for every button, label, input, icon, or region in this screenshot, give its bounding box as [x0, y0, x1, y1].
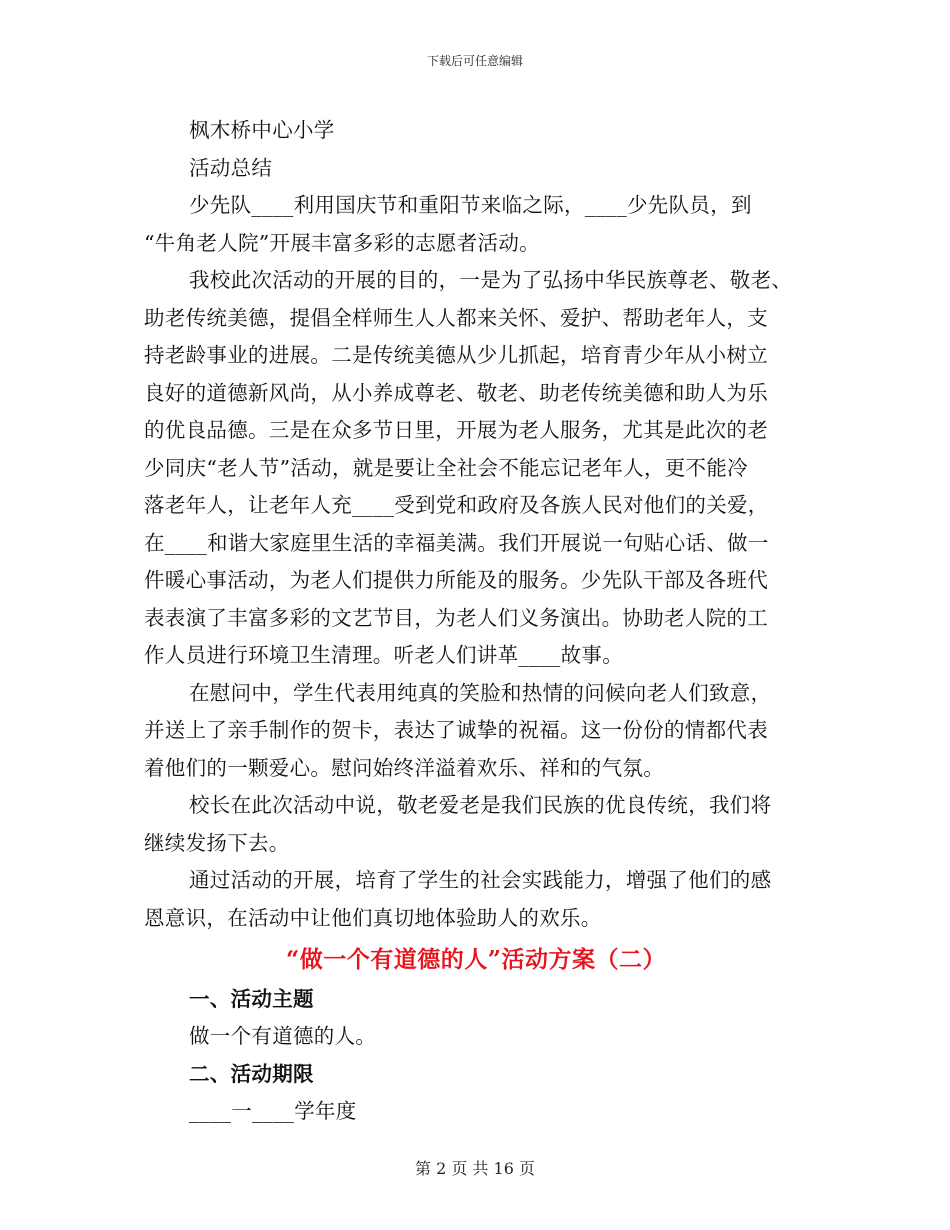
paragraph-line: 我校此次活动的开展的目的，一是为了弘扬中华民族尊老、敬老、 — [189, 268, 793, 292]
paragraph-line: 恩意识，在活动中让他们真切地体验助人的欢乐。 — [144, 905, 602, 930]
paragraph-line: “牛角老人院”开展丰富多彩的志愿者活动。 — [144, 230, 540, 255]
document-body — [144, 112, 808, 1131]
heading-period: 二、活动期限 — [189, 1061, 314, 1086]
paragraph-line: 助老传统美德，提倡全样师生人人都来关怀、爱护、帮助老年人，支 — [144, 305, 768, 330]
paragraph-principal — [144, 787, 808, 862]
header-note: 下载后可任意编辑 — [426, 54, 523, 68]
paragraph-line: 良好的道德新风尚，从小养成尊老、敬老、助老传统美德和助人为乐 — [144, 380, 768, 405]
theme-text: 做一个有道德的人。 — [189, 1024, 377, 1048]
paragraph-line: 继续发扬下去。 — [144, 830, 290, 855]
school-name: 枫木桥中心小学 — [189, 118, 335, 142]
paragraph-purpose — [144, 262, 808, 675]
heading-theme: 一、活动主题 — [189, 986, 314, 1011]
section-title: “做一个有道德的人”活动方案（二） — [286, 946, 666, 973]
paragraph-line: 少先队____利用国庆节和重阳节来临之际，____少先队员，到 — [189, 193, 752, 217]
page-number: 第 2 页 共 16 页 — [415, 1159, 535, 1178]
paragraph-line: 件暖心事活动，为老人们提供力所能及的服务。少先队干部及各班代 — [144, 568, 768, 592]
paragraph-conclusion — [144, 862, 808, 937]
paragraph-line: 落老年人，让老年人充____受到党和政府及各族人民对他们的关爱， — [144, 493, 769, 517]
paragraph-visit — [144, 675, 808, 788]
paragraph-line: 作人员进行环境卫生清理。听老人们讲革____故事。 — [144, 643, 623, 667]
paragraph-line: 并送上了亲手制作的贺卡，表达了诚挚的祝福。这一份份的情都代表 — [144, 718, 768, 742]
paragraph-line: 通过活动的开展，培育了学生的社会实践能力，增强了他们的感 — [189, 868, 772, 892]
paragraph-line: 在慰问中，学生代表用纯真的笑脸和热情的问候向老人们致意， — [189, 680, 772, 705]
paragraph-line: 持老龄事业的进展。二是传统美德从少儿抓起，培育青少年从小树立 — [144, 343, 768, 367]
paragraph-line: 的优良品德。三是在众多节日里，开展为老人服务，尤其是此次的老 — [144, 418, 768, 442]
paragraph-line: 表表演了丰富多彩的文艺节目，为老人们义务演出。协助老人院的工 — [144, 605, 768, 630]
paragraph-line: 着他们的一颗爱心。慰问始终洋溢着欢乐、祥和的气氛。 — [144, 755, 664, 780]
paragraph-line: 少同庆“老人节”活动，就是要让全社会不能忘记老年人，更不能冷 — [144, 455, 748, 480]
paragraph-line: 在____和谐大家庭里生活的幸福美满。我们开展说一句贴心话、做一 — [144, 530, 769, 555]
summary-title: 活动总结 — [189, 155, 273, 180]
paragraph-intro — [144, 187, 808, 262]
period-text: ____一____学年度 — [189, 1099, 357, 1123]
paragraph-line: 校长在此次活动中说，敬老爱老是我们民族的优良传统，我们将 — [189, 793, 772, 817]
